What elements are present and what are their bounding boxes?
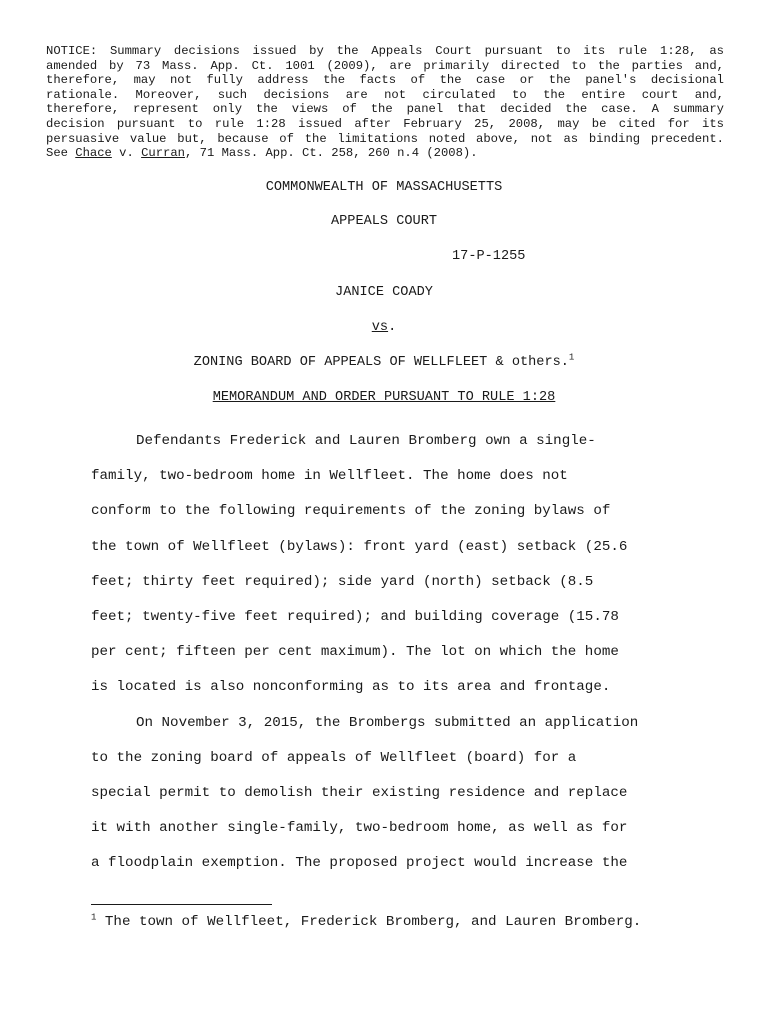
footnote-text: The town of Wellfleet, Frederick Bromberg, and Lauren Bromberg.: [96, 914, 642, 930]
footnote: [91, 914, 641, 930]
plaintiff-name: JANICE COADY: [335, 285, 433, 300]
notice-line: decision pursuant to rule 1:28 issued after February 25, 2008, may be cited for its: [46, 116, 724, 131]
body-line: conform to the following requirements of the zoning bylaws of: [91, 503, 611, 520]
notice-block: [46, 44, 724, 161]
body-line: feet; thirty feet required); side yard (north) setback (8.5: [91, 573, 594, 590]
body-line: to the zoning board of appeals of Wellfleet (board) for a: [91, 749, 577, 766]
versus-period: .: [388, 320, 397, 335]
notice-line: therefore, may not fully address the facts of the case or the panel's decisional: [46, 73, 724, 88]
body-line: family, two-bedroom home in Wellfleet. The home does not: [91, 468, 568, 485]
notice-line: amended by 73 Mass. App. Ct. 1001 (2009), are primarily directed to the parties and,: [46, 58, 724, 73]
versus-line: [0, 320, 768, 335]
body-line: it with another single-family, two-bedroom home, as well as for: [91, 820, 628, 837]
footnote-reference: 1: [568, 352, 575, 363]
notice-line: rationale. Moreover, such decisions are not circulated to the entire court and,: [46, 87, 724, 102]
notice-line: persuasive value but, because of the limitations noted above, not as binding precedent.: [46, 131, 724, 146]
citation-see: See: [46, 146, 76, 161]
body-line: the town of Wellfleet (bylaws): front yard (east) setback (25.6: [91, 538, 628, 555]
body-line: On November 3, 2015, the Brombergs submitted an application: [136, 714, 639, 731]
citation-rest: , 71 Mass. App. Ct. 258, 260 n.4 (2008).: [185, 146, 478, 161]
body-line: special permit to demolish their existing residence and replace: [91, 785, 628, 802]
case-number: 17-P-1255: [452, 249, 526, 264]
memo-title-line: [0, 390, 768, 405]
court-heading: APPEALS COURT: [330, 214, 438, 229]
paragraph-1: [91, 424, 691, 882]
footnote-mark: 1: [91, 912, 97, 923]
body-line: per cent; fifteen per cent maximum). The lot on which the home: [91, 644, 619, 661]
footnote-divider: [91, 904, 272, 905]
citation-curran: Curran: [141, 146, 185, 161]
body-line: Defendants Frederick and Lauren Bromberg own a single-: [136, 433, 596, 449]
commonwealth-heading: COMMONWEALTH OF MASSACHUSETTS: [265, 180, 503, 195]
citation-chace: Chace: [75, 146, 112, 161]
defendant-name: ZONING BOARD OF APPEALS OF WELLFLEET & others.: [193, 355, 569, 370]
body-line: a floodplain exemption. The proposed project would increase the: [91, 855, 628, 872]
memo-title: MEMORANDUM AND ORDER PURSUANT TO RULE 1:28: [212, 390, 556, 405]
citation-v: v.: [111, 146, 142, 161]
body-line: feet; twenty-five feet required); and building coverage (15.78: [91, 609, 619, 626]
notice-line: NOTICE: Summary decisions issued by the Appeals Court pursuant to its rule 1:28, as: [46, 44, 724, 58]
notice-citation-line: [46, 146, 724, 161]
notice-line: therefore, represent only the views of the panel that decided the case. A summary: [46, 102, 724, 117]
body-line: is located is also nonconforming as to its area and frontage.: [91, 679, 611, 696]
defendant-line: [0, 352, 768, 370]
versus-text: vs: [371, 320, 389, 335]
